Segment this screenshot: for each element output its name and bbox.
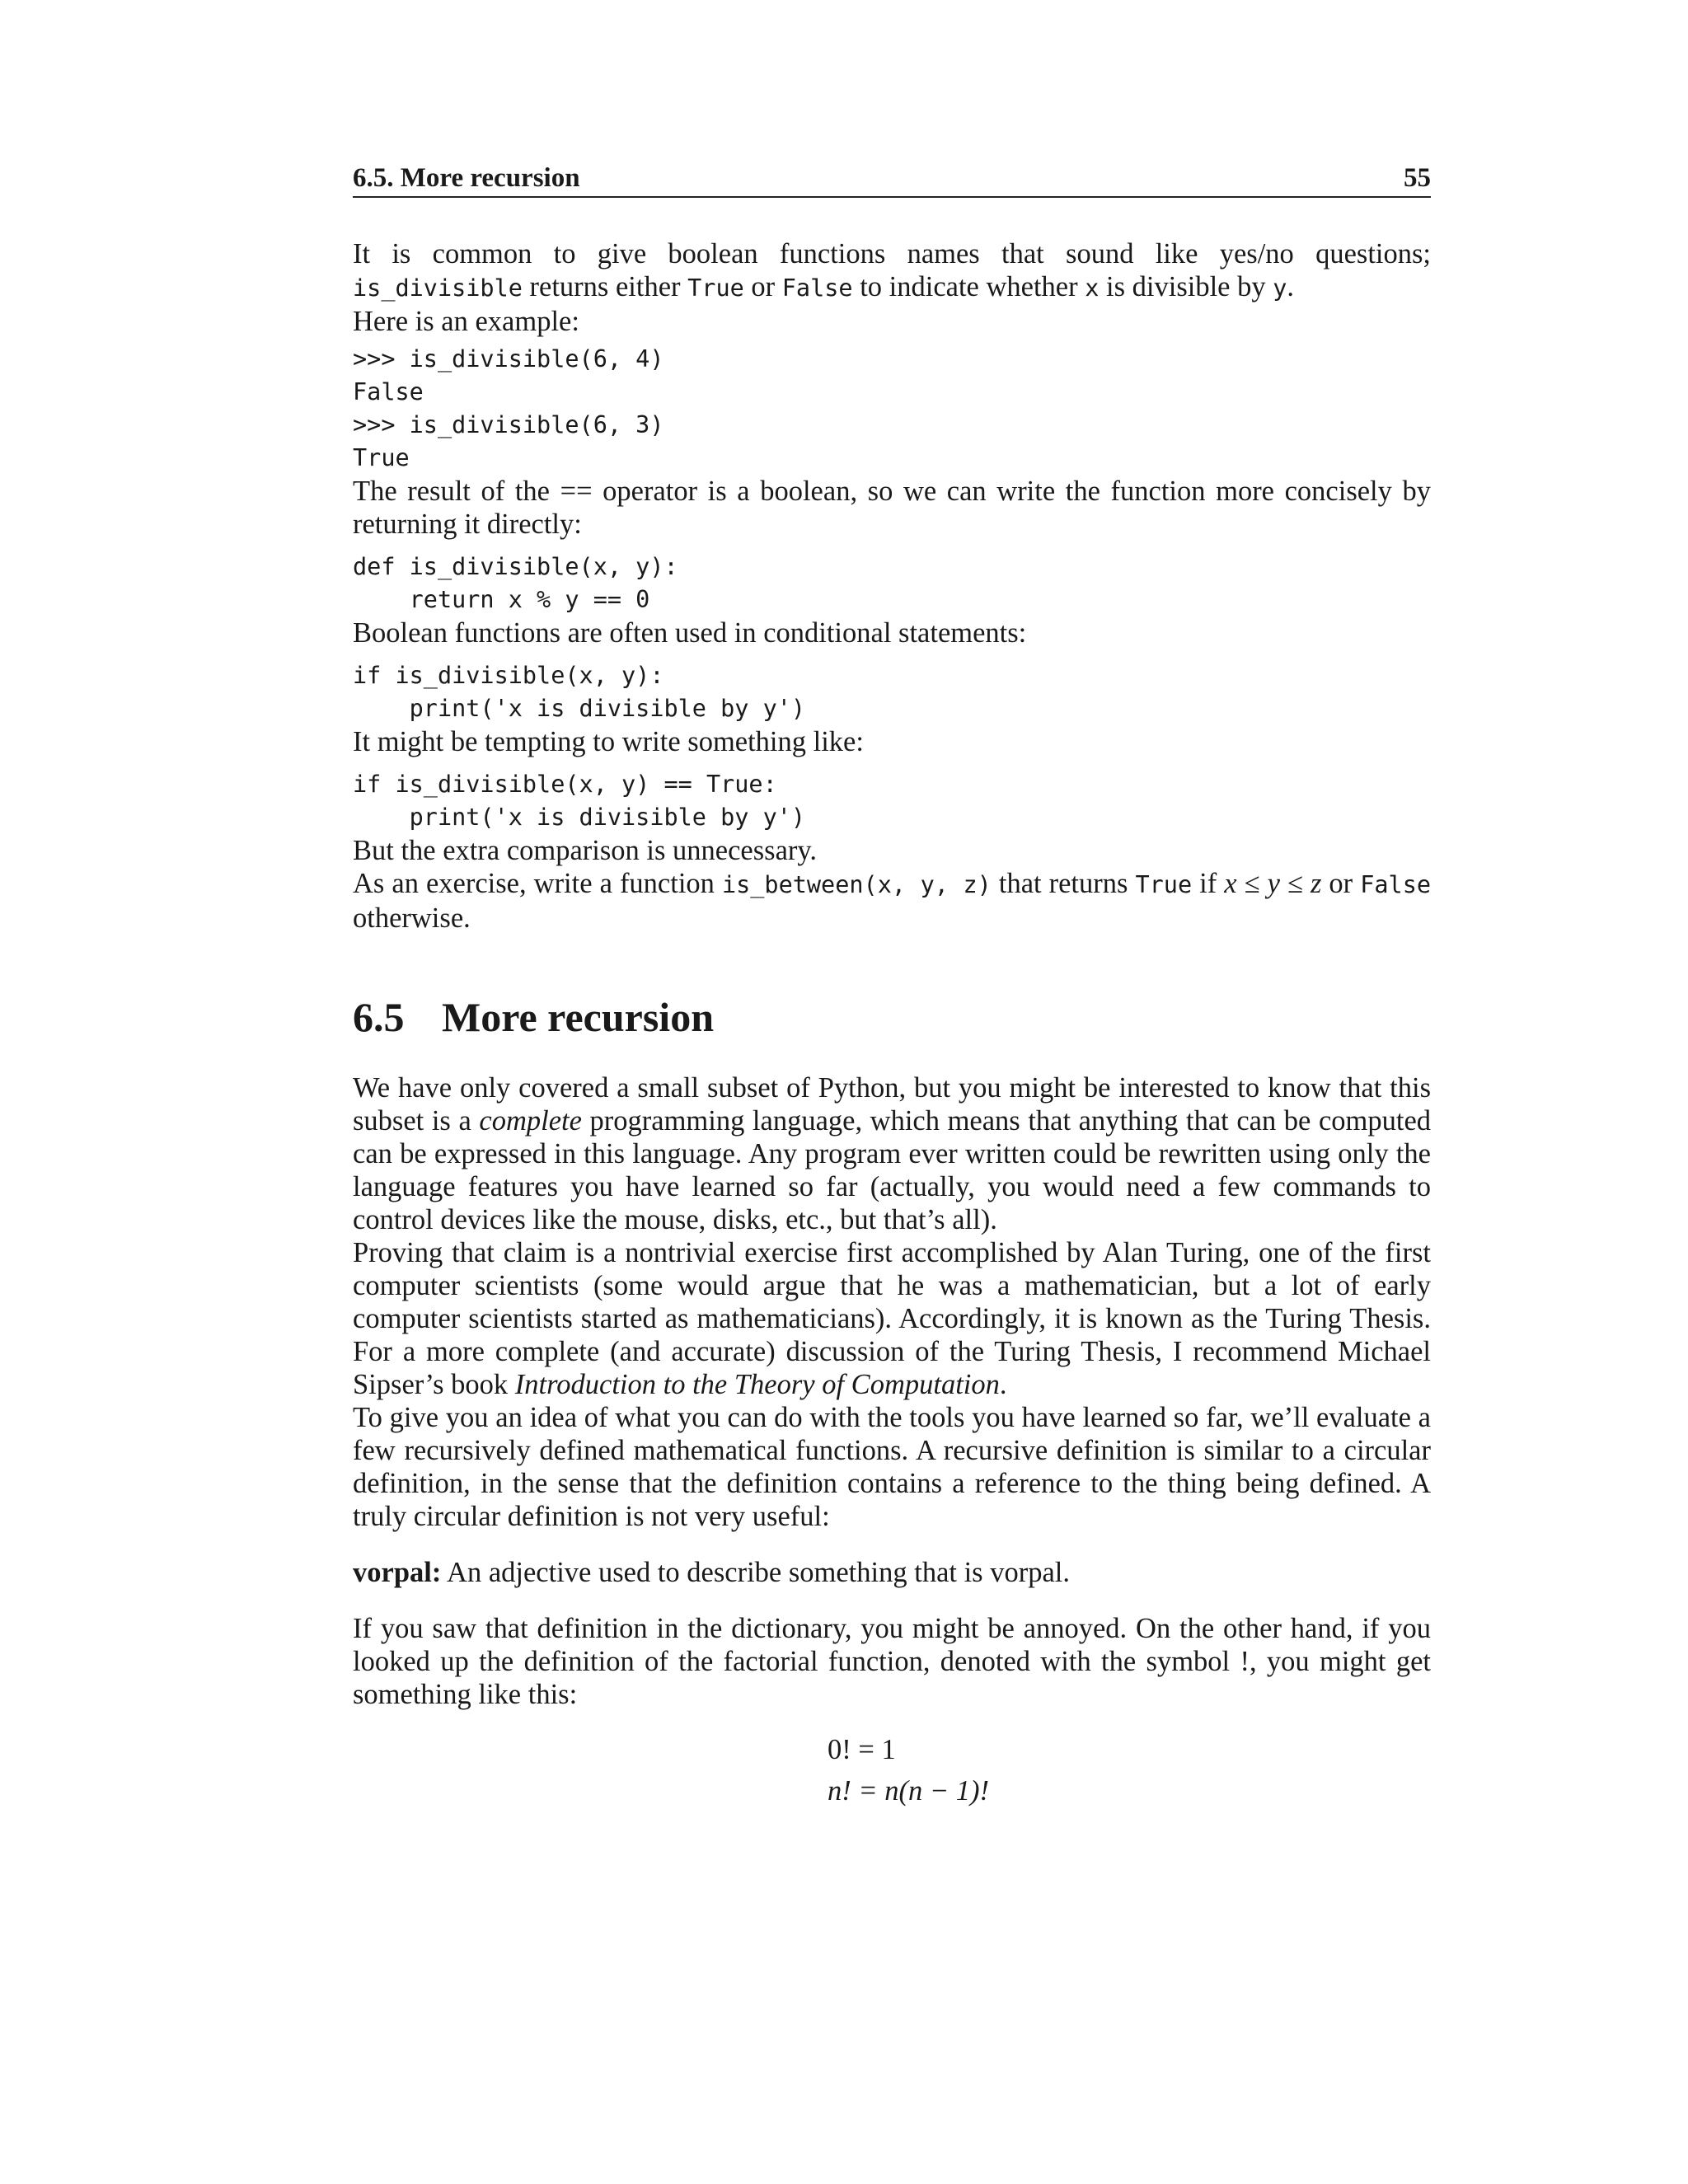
factorial-equations xyxy=(828,1729,1431,1811)
paragraph-example-intro: Here is an example: xyxy=(353,306,579,337)
paragraph-unnecessary: But the extra comparison is unnecessary. xyxy=(353,835,818,866)
paragraph-python-complete: We have only covered a small subset of Python, but you might be interested to know that this subset is a complete programming language, which means that anything that can be computed can be expressed in this language. Any program ever written could be rewritten using only the language features you have learned so far (actually, you would need a few commands to control devices like the mouse, disks, etc., but that’s all). xyxy=(353,1072,1432,1235)
paragraph-boolean-names: It is common to give boolean functions names that sound like yes/no questions; is_divisible returns either True or False to indicate whether x is divisible by y. xyxy=(353,238,1431,302)
code-block-if-true: if is_divisible(x, y) == True: print('x is divisible by y') xyxy=(353,771,806,831)
page-number: 55 xyxy=(1404,163,1431,193)
equation-base-case: 0! = 1 xyxy=(828,1734,896,1765)
code-block-example: >>> is_divisible(6, 4) False >>> is_divisible(6, 3) True xyxy=(353,345,664,471)
paragraph-conditional-usage: Boolean functions are often used in conditional statements: xyxy=(353,617,1027,649)
paragraph-exercise: As an exercise, write a function is_between(x, y, z) that returns True if x ≤ y ≤ z or False otherwise. xyxy=(353,868,1432,934)
running-head-section: 6.5. More recursion xyxy=(353,163,580,193)
definition-vorpal: vorpal: An adjective used to describe something that is vorpal. xyxy=(353,1557,1070,1588)
paragraph-operator-result: The result of the == operator is a boolean, so we can write the function more concisely by returning it directly: xyxy=(353,476,1431,540)
paragraph-turing: Proving that claim is a nontrivial exercise first accomplished by Alan Turing, one of the first computer scientists (some would argue that he was a mathematician, but a lot of early computer scientists started as mathematicians). Accordingly, it is known as the Turing Thesis. For a more complete (and accurate) discussion of the Turing Thesis, I recommend Michael Sipser’s book Introduction to the Theory of Computation. xyxy=(353,1237,1431,1400)
section-number: 6.5 xyxy=(353,994,405,1040)
paragraph-recursive-definition: To give you an idea of what you can do with the tools you have learned so far, we’ll evaluate a few recursively defined mathematical functions. A recursive definition is similar to a circular definition, in the sense that the definition contains a reference to the thing being defined. A truly circular definition is not very useful: xyxy=(353,1402,1431,1532)
inequality-math: x ≤ y ≤ z xyxy=(1224,868,1322,899)
page xyxy=(353,162,1431,1811)
equation-recursive-case: n! = n(n − 1)! xyxy=(828,1775,990,1807)
section-title: More recursion xyxy=(442,994,715,1040)
section-heading xyxy=(353,992,1431,1042)
code-block-def: def is_divisible(x, y): return x % y == 0 xyxy=(353,553,678,613)
definition-term: vorpal: xyxy=(353,1557,442,1588)
paragraph-tempting: It might be tempting to write something like: xyxy=(353,726,864,757)
code-block-if: if is_divisible(x, y): print('x is divisible by y') xyxy=(353,662,806,722)
paragraph-factorial-intro: If you saw that definition in the dictionary, you might be annoyed. On the other hand, if you looked up the definition of the factorial function, denoted with the symbol !, you might get something like this: xyxy=(353,1613,1431,1710)
running-head xyxy=(353,162,1431,198)
